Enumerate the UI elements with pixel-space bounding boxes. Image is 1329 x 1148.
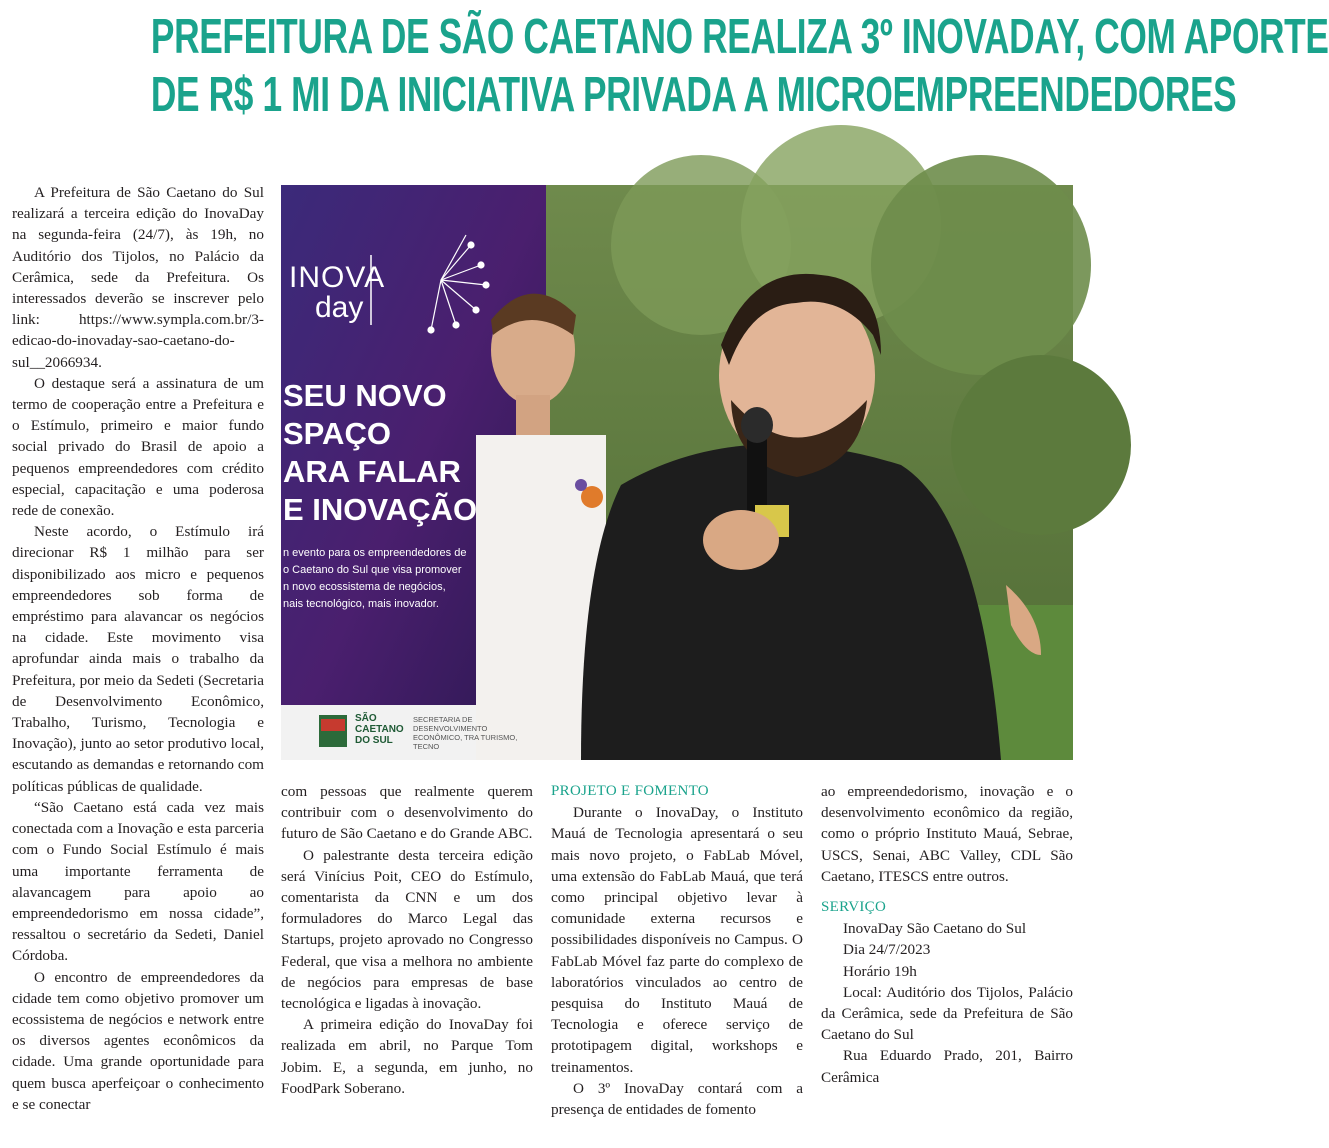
- section-title-projeto: PROJETO E FOMENTO: [551, 783, 709, 799]
- paragraph: O 3º InovaDay contará com a presença de entidades de fomento: [551, 1079, 803, 1119]
- paragraph: O encontro de empreendedores da cidade tem como objetivo promover um ecossistema de negócios e network entre os diversos agentes econômicos da cidade. Uma grande oportunidade para quem busca aperfeiçoar o conhecimento e se conectar: [12, 968, 264, 1113]
- banner-small-line: nais tecnológico, mais inovador.: [283, 598, 439, 610]
- servico-item: Rua Eduardo Prado, 201, Bairro Cerâmica: [821, 1047, 1073, 1086]
- paragraph: O destaque será a assinatura de um termo de cooperação entre a Prefeitura e o Estímulo, primeiro e maior fundo social privado do Brasil de apoio a pequenos empreendedores com crédito especial, capacitação e uma poderosa rede de conexão.: [12, 374, 264, 520]
- paragraph: Durante o InovaDay, o Instituto Mauá de Tecnologia apresentará o seu mais novo projeto, o FabLab Móvel, uma extensão do FabLab Mauá, que terá como principal objetivo levar à comunidade externa recursos e possibilidades disponíveis no Campus. O FabLab Móvel faz parte do complexo de laboratórios vinculados ao centro de pesquisa do Instituto Mauá de Tecnologia e oferece serviço de prototipagem digital, workshops e treinamentos.: [551, 804, 803, 1076]
- servico-item: InovaDay São Caetano do Sul: [843, 920, 1027, 938]
- article-column-2: [281, 781, 533, 1099]
- banner-small-line: o Caetano do Sul que visa promover: [283, 564, 462, 576]
- paragraph: “São Caetano está cada vez mais conectada com a Inovação e esta parceria com o Fundo Social Estímulo é mais uma importante ferramenta de alavancagem para apoio ao empreendedorismo em nossa cidade”, ressaltou o secretário da Sedeti, Daniel Córdoba.: [12, 798, 264, 965]
- servico-list: [821, 918, 1073, 1088]
- article-column-1: [12, 182, 264, 1115]
- headline-line-1: PREFEITURA DE SÃO CAETANO REALIZA 3º INOVADAY, COM APORTE: [150, 10, 1329, 64]
- banner-slogan-line: SEU NOVO: [283, 378, 447, 413]
- city-logo-text: SÃO CAETANO DO SUL: [355, 713, 404, 746]
- paragraph: Neste acordo, o Estímulo irá direcionar R$ 1 milhão para ser disponibilizado aos micro e pequenos empreendedores sob forma de empréstimo para alavancar os negócios na cidade. Este movimento visa aprofundar ainda mais o trabalho da Prefeitura, por meio da Sedeti (Secretaria de Desenvolvimento Econômico, Trabalho, Turismo, Tecnologia e Inovação), junto ao setor produtivo local, escutando as demandas e retornando com políticas públicas de qualidade.: [12, 523, 264, 795]
- paragraph: O palestrante desta terceira edição será Vinícius Poit, CEO do Estímulo, comentarista da CNN e um dos formuladores do Marco Legal das Startups, projeto aprovado no Congresso Federal, que visa a melhora no ambiente de negócios para empresas de base tecnológica e ligadas à inovação.: [281, 846, 533, 1013]
- article-photo: [281, 185, 1073, 760]
- banner-slogan-line: E INOVAÇÃO: [283, 492, 478, 527]
- paragraph: ao empreendedorismo, inovação e o desenvolvimento econômico da região, como o próprio Instituto Mauá, Sebrae, USCS, Senai, ABC Valley, CDL São Caetano, ITESCS entre outros.: [821, 783, 1073, 885]
- banner-slogan-line: ARA FALAR: [283, 454, 461, 489]
- banner-small-line: n novo ecossistema de negócios,: [283, 581, 446, 593]
- headline: [150, 8, 1329, 124]
- banner-slogan: [283, 377, 477, 529]
- headline-line-2: DE R$ 1 MI DA INICIATIVA PRIVADA A MICROEMPREENDEDORES: [150, 68, 1237, 122]
- servico-item: Dia 24/7/2023: [843, 941, 931, 959]
- servico-item: Horário 19h: [843, 962, 917, 980]
- servico-item: Local: Auditório dos Tijolos, Palácio da Cerâmica, sede da Prefeitura de São Caetano do Sul: [821, 983, 1073, 1044]
- secretaria-text: SECRETARIA DE DESENVOLVIMENTO ECONÔMICO, TRA TURISMO, TECNO: [413, 715, 518, 751]
- paragraph: A Prefeitura de São Caetano do Sul realizará a terceira edição do InovaDay na segunda-feira (24/7), às 19h, no Auditório dos Tijolos, no Palácio da Cerâmica, sede da Prefeitura. Os interessados deverão se inscrever pelo link: https://www.sympla.com.br/3-edicao-do-inovaday-sao-caetano-do-sul__2066934.: [12, 184, 264, 371]
- banner-small-text: [283, 545, 466, 613]
- banner-slogan-line: SPAÇO: [283, 416, 391, 451]
- banner-logo-top: INOVA: [289, 261, 386, 294]
- banner-small-line: n evento para os empreendedores de: [283, 547, 467, 559]
- banner-logo-bottom: day: [315, 291, 364, 324]
- article-column-4: [821, 781, 1073, 1088]
- paragraph: A primeira edição do InovaDay foi realizada em abril, no Parque Tom Jobim. E, a segunda, em junho, no FoodPark Soberano.: [281, 1016, 533, 1097]
- banner-logo: [289, 263, 385, 323]
- paragraph: com pessoas que realmente querem contribuir com o desenvolvimento do futuro de São Caetano e do Grande ABC.: [281, 783, 533, 843]
- article-column-3: [551, 781, 803, 1120]
- section-title-servico: SERVIÇO: [821, 899, 887, 916]
